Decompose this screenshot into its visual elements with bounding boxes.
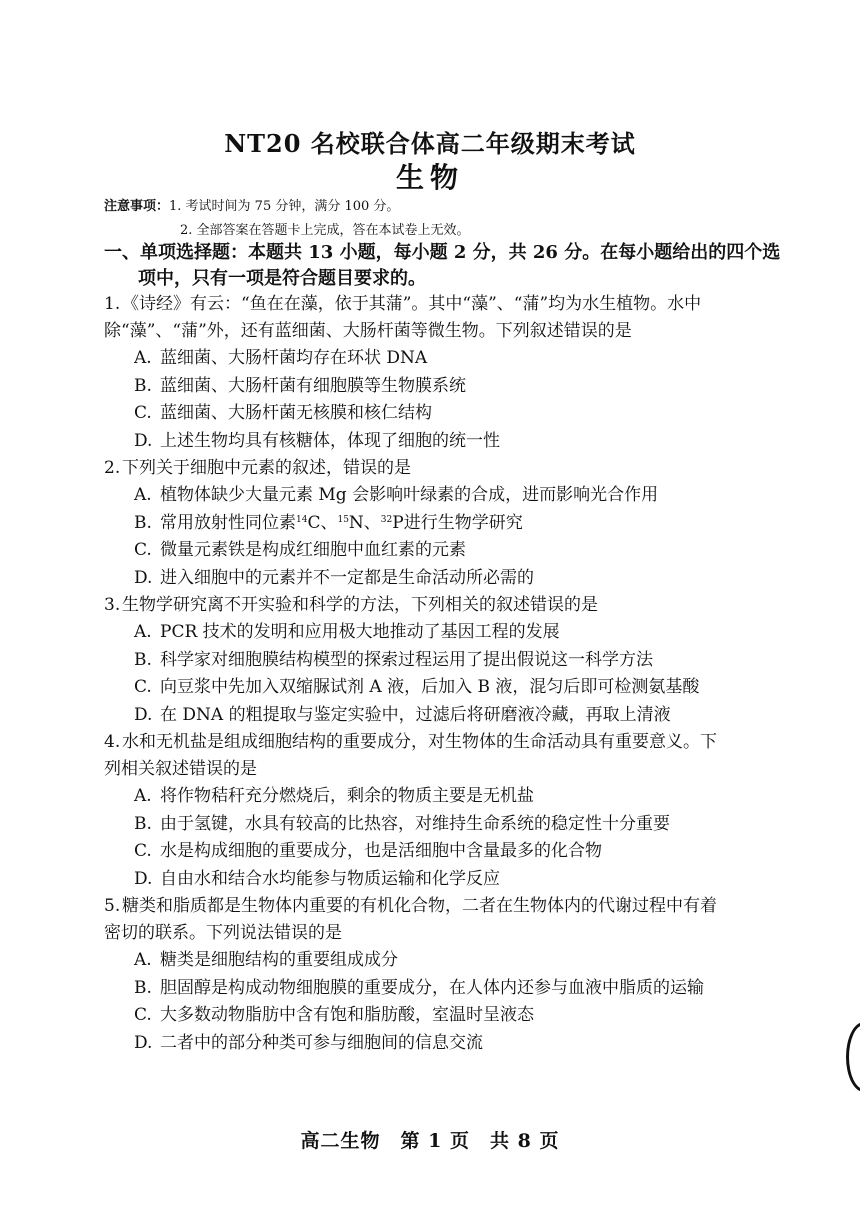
option-letter: B. [134, 512, 152, 533]
option-a [104, 619, 824, 647]
notice-label: 注意事项： [104, 199, 170, 214]
option-text: 蓝细菌、大肠杆菌均存在环状 DNA [160, 348, 428, 368]
question-stem-line [104, 893, 824, 920]
question-2 [104, 455, 824, 592]
option-b [104, 510, 824, 538]
question-stem-text: 水和无机盐是组成细胞结构的重要成分，对生物体的生命活动具有重要意义。下 [122, 732, 717, 752]
question-3 [104, 592, 824, 729]
option-c [104, 838, 824, 866]
page-footer: 高二生物 第 1 页 共 8 页 [300, 1130, 560, 1152]
question-stem-text: 糖类和脂质都是生物体内重要的有机化合物，二者在生物体内的代谢过程中有着 [122, 896, 717, 916]
question-stem-text: 列相关叙述错误的是 [104, 759, 257, 779]
option-text-tail: 进行生物学研究 [403, 512, 523, 533]
option-text: 蓝细菌、大肠杆菌有细胞膜等生物膜系统 [160, 375, 466, 396]
exam-subject: 生物 [395, 161, 464, 194]
option-letter: B. [134, 649, 152, 670]
option-d [104, 1030, 824, 1058]
option-letter: C. [134, 540, 152, 560]
option-letter: D. [134, 430, 153, 451]
isotope-mass-number: 14 [296, 514, 308, 525]
option-text: 由于氢键，水具有较高的比热容，对维持生命系统的稳定性十分重要 [160, 813, 670, 834]
isotope-separator: 、 [320, 512, 338, 533]
section-heading [104, 240, 824, 292]
question-stem-line [104, 756, 824, 783]
question-stem-line [104, 729, 824, 756]
option-text: 胆固醇是构成动物细胞膜的重要成分，在人体内还参与血液中脂质的运输 [160, 977, 704, 998]
option-text: 上述生物均具有核糖体，体现了细胞的统一性 [160, 430, 500, 451]
option-c [104, 537, 824, 565]
question-number: 3. [104, 595, 121, 615]
option-text: 将作物秸秆充分燃烧后，剩余的物质主要是无机盐 [160, 786, 534, 806]
isotope-symbol: P [392, 512, 404, 533]
question-5 [104, 893, 824, 1057]
option-text: 蓝细菌、大肠杆菌无核膜和核仁结构 [160, 403, 432, 423]
option-text: 常用放射性同位素 [160, 512, 296, 533]
question-stem-line [104, 592, 824, 619]
question-stem-text: 生物学研究离不开实验和科学的方法，下列相关的叙述错误的是 [122, 595, 598, 615]
option-text: 二者中的部分种类可参与细胞间的信息交流 [160, 1032, 483, 1053]
notice-item-2: 2. 全部答案在答题卡上完成，答在本试卷上无效。 [180, 223, 470, 238]
option-letter: C. [134, 403, 152, 423]
option-letter: D. [134, 704, 153, 725]
question-number: 1. [104, 294, 121, 314]
option-letter: C. [134, 677, 152, 697]
option-text: 向豆浆中先加入双缩脲试剂 A 液，后加入 B 液，混匀后即可检测氨基酸 [160, 677, 700, 697]
question-list [104, 291, 824, 1057]
option-letter: C. [134, 1005, 152, 1025]
option-d [104, 702, 824, 730]
question-stem-text: 除“藻”、“蒲”外，还有蓝细菌、大肠杆菌等微生物。下列叙述错误的是 [104, 321, 632, 341]
option-a [104, 482, 824, 510]
question-number: 4. [104, 732, 121, 752]
isotope-symbol: C [307, 512, 321, 533]
isotope-separator: 、 [363, 512, 381, 533]
option-letter: B. [134, 375, 152, 396]
option-c [104, 400, 824, 428]
isotope-mass-number: 32 [380, 514, 393, 525]
binding-edge-mark [846, 1022, 860, 1092]
notice-block [104, 195, 470, 243]
option-text: 植物体缺少大量元素 Mg 会影响叶绿素的合成，进而影响光合作用 [160, 485, 659, 505]
option-text: 科学家对细胞膜结构模型的探索过程运用了提出假说这一科学方法 [160, 649, 653, 670]
option-b [104, 373, 824, 401]
question-stem-line [104, 318, 824, 345]
option-text: 进入细胞中的元素并不一定都是生命活动所必需的 [160, 567, 534, 588]
question-stem-line [104, 455, 824, 482]
option-text: 在 DNA 的粗提取与鉴定实验中，过滤后将研磨液冷藏，再取上清液 [160, 704, 671, 725]
option-a [104, 783, 824, 811]
option-letter: A. [134, 485, 152, 505]
option-text: 大多数动物脂肪中含有饱和脂肪酸，室温时呈液态 [160, 1005, 534, 1025]
option-letter: A. [134, 786, 152, 806]
option-letter: A. [134, 950, 152, 970]
option-letter: D. [134, 868, 153, 889]
notice-line-1 [104, 195, 470, 219]
option-letter: B. [134, 977, 152, 998]
option-d [104, 866, 824, 894]
option-letter: D. [134, 1032, 153, 1053]
question-4 [104, 729, 824, 893]
notice-item-1: 1. 考试时间为 75 分钟，满分 100 分。 [169, 199, 400, 214]
section-heading-line-2: 项中，只有一项是符合题目要求的。 [138, 268, 426, 289]
question-number: 2. [104, 458, 121, 478]
question-number: 5. [104, 896, 121, 916]
question-stem-text: 《诗经》有云：“鱼在在藻，依于其蒲”。其中“藻”、“蒲”均为水生植物。水中 [122, 294, 702, 314]
section-heading-line-1: 一、单项选择题：本题共 13 小题，每小题 2 分，共 26 分。在每小题给出的四个选 [104, 242, 781, 263]
option-letter: A. [134, 622, 152, 642]
option-text: PCR 技术的发明和应用极大地推动了基因工程的发展 [160, 622, 560, 642]
question-stem-text: 密切的联系。下列说法错误的是 [104, 923, 342, 943]
option-d [104, 428, 824, 456]
option-letter: C. [134, 841, 152, 861]
option-letter: D. [134, 567, 153, 588]
question-stem-text: 下列关于细胞中元素的叙述，错误的是 [122, 458, 411, 478]
option-c [104, 674, 824, 702]
option-a [104, 345, 824, 373]
isotope-symbol: N [348, 512, 364, 533]
option-text: 水是构成细胞的重要成分，也是活细胞中含量最多的化合物 [160, 841, 602, 861]
option-b [104, 647, 824, 675]
isotope-mass-number: 15 [337, 514, 349, 525]
question-1 [104, 291, 824, 455]
option-text: 自由水和结合水均能参与物质运输和化学反应 [160, 868, 500, 889]
option-text: 微量元素铁是构成红细胞中血红素的元素 [160, 540, 466, 560]
question-stem-line [104, 920, 824, 947]
option-b [104, 975, 824, 1003]
exam-title: NT20 名校联合体高二年级期末考试 [224, 129, 636, 158]
option-text: 糖类是细胞结构的重要组成成分 [160, 950, 398, 970]
option-d [104, 565, 824, 593]
option-b [104, 811, 824, 839]
option-letter: B. [134, 813, 152, 834]
question-stem-line [104, 291, 824, 318]
option-letter: A. [134, 348, 152, 368]
option-a [104, 947, 824, 975]
option-c [104, 1002, 824, 1030]
